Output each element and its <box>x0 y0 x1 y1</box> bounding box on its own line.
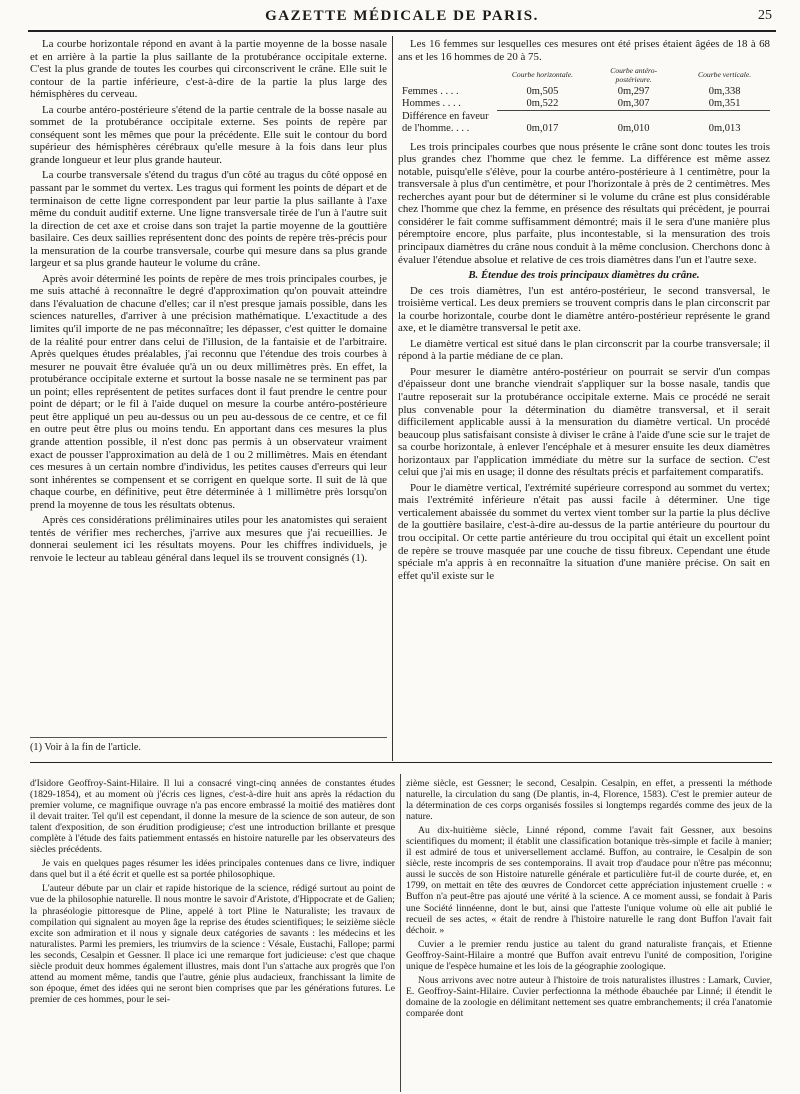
page-number: 25 <box>758 8 772 23</box>
column-divider <box>392 36 393 761</box>
paragraph: La courbe antéro-postérieure s'étend de la partie centrale de la bosse nasale au sommet de la protubérance occipitale externe. Ses points de repère par conséquent sont les mêmes que pour la précédente. Elle suit le contour du bord supérieur des hémisphères cérébraux qu'elle mesure à la fois dans leur plus grande longueur et leur plus grande hauteur. <box>30 103 387 166</box>
paragraph: d'Isidore Geoffroy-Saint-Hilaire. Il lui a consacré vingt-cinq années de constantes études (1829-1854), et au moment où j'écris ces lignes, c'est-à-dire huit ans après la rédaction du premier volume, ce magnifique ouvrage n'a pas encore embrassé la moitié des matières dont il devait traiter. Tel qu'il est cependant, il donne la mesure de la science de son auteur, de son talent d'exposition, de son érudition prodigieuse; c'est une introduction brillante et presque complète à l'étude des faits patiemment entassés en histoire naturelle par les observateurs des siècles précédents. <box>30 778 395 856</box>
paragraph: Au dix-huitième siècle, Linné répond, comme l'avait fait Gessner, aux besoins scientifiques du moment; il établit une classification botanique très-simple et facile à manier; il est admiré de tous et universellement acclamé. Buffon, au contraire, le Cesalpin de son siècle, reste incompris de ses contemporains. Il avait trop d'audace pour n'être pas méconnu; aussi le succès de son Histoire naturelle générale et particulière fut-il de courte durée, et, en 1799, on mettait en tête des œuvres de Condorcet cette appréciation injustement cruelle : « Buffon n'a peut-être pas ajouté une vérité à la science. A ce moment aussi, se fondait à Paris une Société linnéenne, dont le but, ainsi que l'atteste l'unique volume où elle ait publié le recueil de ses actes, « était de rendre à l'histoire naturelle le rang dont Buffon l'avait fait déchoir. » <box>406 825 772 936</box>
column-header: Courbe horizontale. <box>511 70 574 80</box>
row-label: Hommes . . . . <box>402 98 461 110</box>
table-cell: 0m,307 <box>588 98 679 111</box>
section-heading: B. Étendue des trois principaux diamètres du crâne. <box>468 269 700 282</box>
paragraph: Cuvier a le premier rendu justice au talent du grand naturaliste français, et Etienne Geoffroy-Saint-Hilaire a montré que Buffon avait entrevu l'unité de composition, l'origine unique de l'espèce humaine et les lois de la géographie zoologique. <box>406 938 772 972</box>
footnote: (1) Voir à la fin de l'article. <box>30 742 141 753</box>
paragraph: Je vais en quelques pages résumer les idées principales contenues dans ce livre, indiquer dans quel but il a été écrit et quelle est sa portée philosophique. <box>30 858 395 881</box>
paragraph: La courbe horizontale répond en avant à la partie moyenne de la bosse nasale et en arrière à la partie la plus saillante de la protubérance occipitale externe. C'est la plus grande de toutes les courbes qui circonscrivent le crâne. Elle suit le contour de la partie inférieure, c'est-à-dire de la partie la plus large des hémisphères du cerveau. <box>30 38 387 101</box>
row-label: Femmes . . . . <box>402 86 459 98</box>
column-header: Courbe antéro-postérieure. <box>610 66 658 84</box>
table-row <box>402 98 770 111</box>
table-cell: 0m,017 <box>526 122 559 134</box>
table-cell: 0m,338 <box>708 86 741 98</box>
top-right-column <box>398 38 770 585</box>
table-cell: 0m,010 <box>617 122 650 134</box>
column-divider <box>400 774 401 1092</box>
paragraph: zième siècle, est Gessner; le second, Cesalpin. Cesalpin, en effet, a pressenti la méthode naturelle, la circulation du sang (De plantis, in-4, Florence, 1583). C'est le premier auteur de la détermination de ces corps organisés fossiles si longtemps regardés comme des jeux de la nature. <box>406 778 772 823</box>
paragraph: De ces trois diamètres, l'un est antéro-postérieur, le second transversal, le troisième vertical. Les deux premiers se trouvent compris dans le plan circonscrit par la courbe horizontale, courbe dont le diamètre antéro-postérieur représente le grand axe, et le diamètre transversal le petit axe. <box>398 284 770 335</box>
column-header: Courbe verticale. <box>698 70 752 80</box>
journal-title: GAZETTE MÉDICALE DE PARIS. <box>265 8 539 24</box>
table-row <box>402 86 770 98</box>
paragraph: Le diamètre vertical est situé dans le plan circonscrit par la courbe transversale; il répond à la partie médiane de ce plan. <box>398 337 770 363</box>
table-header-row <box>402 67 770 86</box>
paragraph: Après ces considérations préliminaires utiles pour les anatomistes qui seraient tentés de vérifier mes recherches, j'arrive aux mesures que j'ai recueillies. Je donnerai seulement ici les résultats moyens. Pour les chiffres individuels, je renvoie le lecteur au tableau général dans lequel ils se trouvent consignés (1). <box>30 514 387 564</box>
measurement-table <box>402 67 770 135</box>
paragraph: Après avoir déterminé les points de repère de mes trois principales courbes, je me suis attaché à reconnaître le degré d'approximation qu'on pouvait atteindre dans l'évaluation de chacune d'elles; car il n'est presque jamais possible, dans les sciences naturelles, d'arriver à une précision mathématique. L'exactitude a des limites qu'il importe de ne pas méconnaître; les dépasser, c'est quitter le domaine de la réalité pour entrer dans celui de l'illusion, de la fantaisie et de l'arbitraire. Après quelques études préalables, j'ai reconnu que l'étendue des trois courbes à mesurer ne pouvait être évaluée qu'à un ou deux millimètres près. En effet, la protubérance occipitale externe et surtout la bosse nasale ne se terminent pas par un point; elles représentent de petites surfaces dont il faut prendre le centre pour point de départ; or le fil à l'aide duquel on mesure la courbe antéro-postérieure peut être appliqué un peu au-dessus ou un peu au-dessous de ce centre, et ce fil en outre peut être plus ou moins tendu. En apportant dans ces mesures la plus grande attention possible, il n'est donc pas permis à un observateur vraiment exact de pousser l'approximation au delà de 1 ou 2 millimètres. Mais en étendant ces mesures à un certain nombre d'individus, les petites causes d'erreurs qui leur sont inhérentes se compensent et se corrigent en quelque sorte. Il suit de là que chaque courbe, en définitive, peut être déterminée à 1 millimètre près lorsqu'on prend la moyenne de tous les résultats obtenus. <box>30 272 387 511</box>
page-header <box>28 4 776 32</box>
paragraph: Les trois principales courbes que nous présente le crâne sont donc toutes les trois plus grandes chez l'homme que chez le femme. La différence est même assez notable, puisqu'elle s'élève, pour la courbe antéro-postérieure à 1 centimètre, pour la transversale à plus d'un centimètre, et pour l'horizontale à près de 2 centimètres. Mes recherches ayant pour but de déterminer si le volume du crâne est plus considérable chez l'homme que chez la femme, en présence des résultats qui précèdent, je pourrai considérer le fait comme suffisamment démontré; mais il le sera d'une manière plus péremptoire encore, plus parfaite, plus incontestable, si la mensuration des trois principaux diamètres du crâne nous conduit à la même conclusion. Cherchons donc à évaluer l'étendue absolue et relative de ces trois diamètres dans l'un et l'autre sexe. <box>398 140 770 266</box>
paragraph: La courbe transversale s'étend du tragus d'un côté au tragus du côté opposé en passant par le sommet du vertex. Les tragus qui forment les points de départ et de terminaison de cette ligne correspondent par leur partie la plus saillante à l'axe même du conduit auditif externe. Une ligne transversale tirée de l'un à l'autre suit la direction de cet axe et croise dans son trajet la partie moyenne de la gouttière basilaire. Ces deux saillies représentent donc des points de repère très-précis pour la mensuration de la courbe transversale, courbe qui mesure dans sa plus grande largeur et sa plus grande hauteur le volume du crâne. <box>30 169 387 270</box>
paragraph: Les 16 femmes sur lesquelles ces mesures ont été prises étaient âgées de 18 à 68 ans et les 16 hommes de 20 à 75. <box>398 38 770 63</box>
footnote-divider <box>30 737 387 738</box>
table-cell: 0m,297 <box>617 86 650 98</box>
top-left-column <box>30 38 387 567</box>
row-label: Différence en faveur de l'homme. . . . <box>402 110 489 134</box>
table-cell: 0m,013 <box>708 122 741 134</box>
paragraph: L'auteur débute par un clair et rapide historique de la science, rédigé surtout au point de vue de la philosophie naturelle. Il nous montre le savoir d'Aristote, d'Hippocrate et de Galien; la phraséologie pittoresque de Pline, appelé à tort Pline le Naturaliste; les travaux de compilation qui signalent au moyen âge la reprise des études scientifiques; le seizième siècle excite son admiration et il nous y signale deux catégories de savants : les médecins et les naturalistes. Parmi les premiers, les triumvirs de la science : Vésale, Eustachi, Fallope; parmi les seconds, Cesalpin et Gessner. Il place ici une remarque fort judicieuse: c'est que chaque siècle produit deux hommes également illustres, mais dont l'un s'attache aux progrès que l'on attend au moment même, tandis que l'autre, génie plus audacieux, franchissant la limite de son époque, émet des idées qui ne seront bien comprises que par les générations futures. Le premier de ces hommes, pour le sei- <box>30 883 395 1005</box>
paragraph: Pour le diamètre vertical, l'extrémité supérieure correspond au sommet du vertex; mais l'extrémité inférieure n'était pas aussi facile à déterminer. Une tige verticalement abaissée du sommet du vertex vient tomber sur la partie la plus déclive de la gouttière basilaire, c'est-à-dire au-dessus de la partie antérieure du pourtour du trou occipital. Or cette partie antérieure du trou occipital qui était un excellent point de repère se trouve masquée par une couche de tissu fibreux. Cependant une étude spéciale m'a appris à en reconnaître la situation d'une manière précise. On sait en effet qu'il existe sur le <box>398 481 770 582</box>
bottom-right-column <box>406 778 772 1022</box>
table-cell: 0m,351 <box>679 98 770 111</box>
bottom-left-column <box>30 778 395 1008</box>
table-cell: 0m,505 <box>526 86 559 98</box>
paragraph: Nous arrivons avec notre auteur à l'histoire de trois naturalistes illustres : Lamark, Cuvier, E. Geoffroy-Saint-Hilaire. Cuvier perfectionna la méthode ébauchée par Linné; il étendit le domaine de la zoologie en délimitant nettement ses quatre embranchements; il créa l'anatomie comparée dont <box>406 974 772 1019</box>
table-row-difference <box>402 111 770 135</box>
section-separator <box>30 762 772 763</box>
table-cell: 0m,522 <box>497 98 588 111</box>
paragraph: Pour mesurer le diamètre antéro-postérieur on pourrait se servir d'un compas d'épaisseur dont une branche viendrait s'appliquer sur la bosse nasale, tandis que l'autre reposerait sur la protubérance occipitale externe. Mais ce procédé ne serait plus convenable pour la détermination du diamètre transversal, et il serait difficilement applicable aussi à la mensuration du diamètre vertical. Un procédé beaucoup plus satisfaisant consiste à diviser le crâne à l'aide d'une scie sur le trajet de sa courbe horizontale, à enlever l'encéphale et à mesurer ensuite les deux diamètres horizontaux par l'application immédiate du mètre sur la surface de section. C'est celui que j'ai mis en usage; il donne des résultats précis et parfaitement comparatifs. <box>398 365 770 479</box>
